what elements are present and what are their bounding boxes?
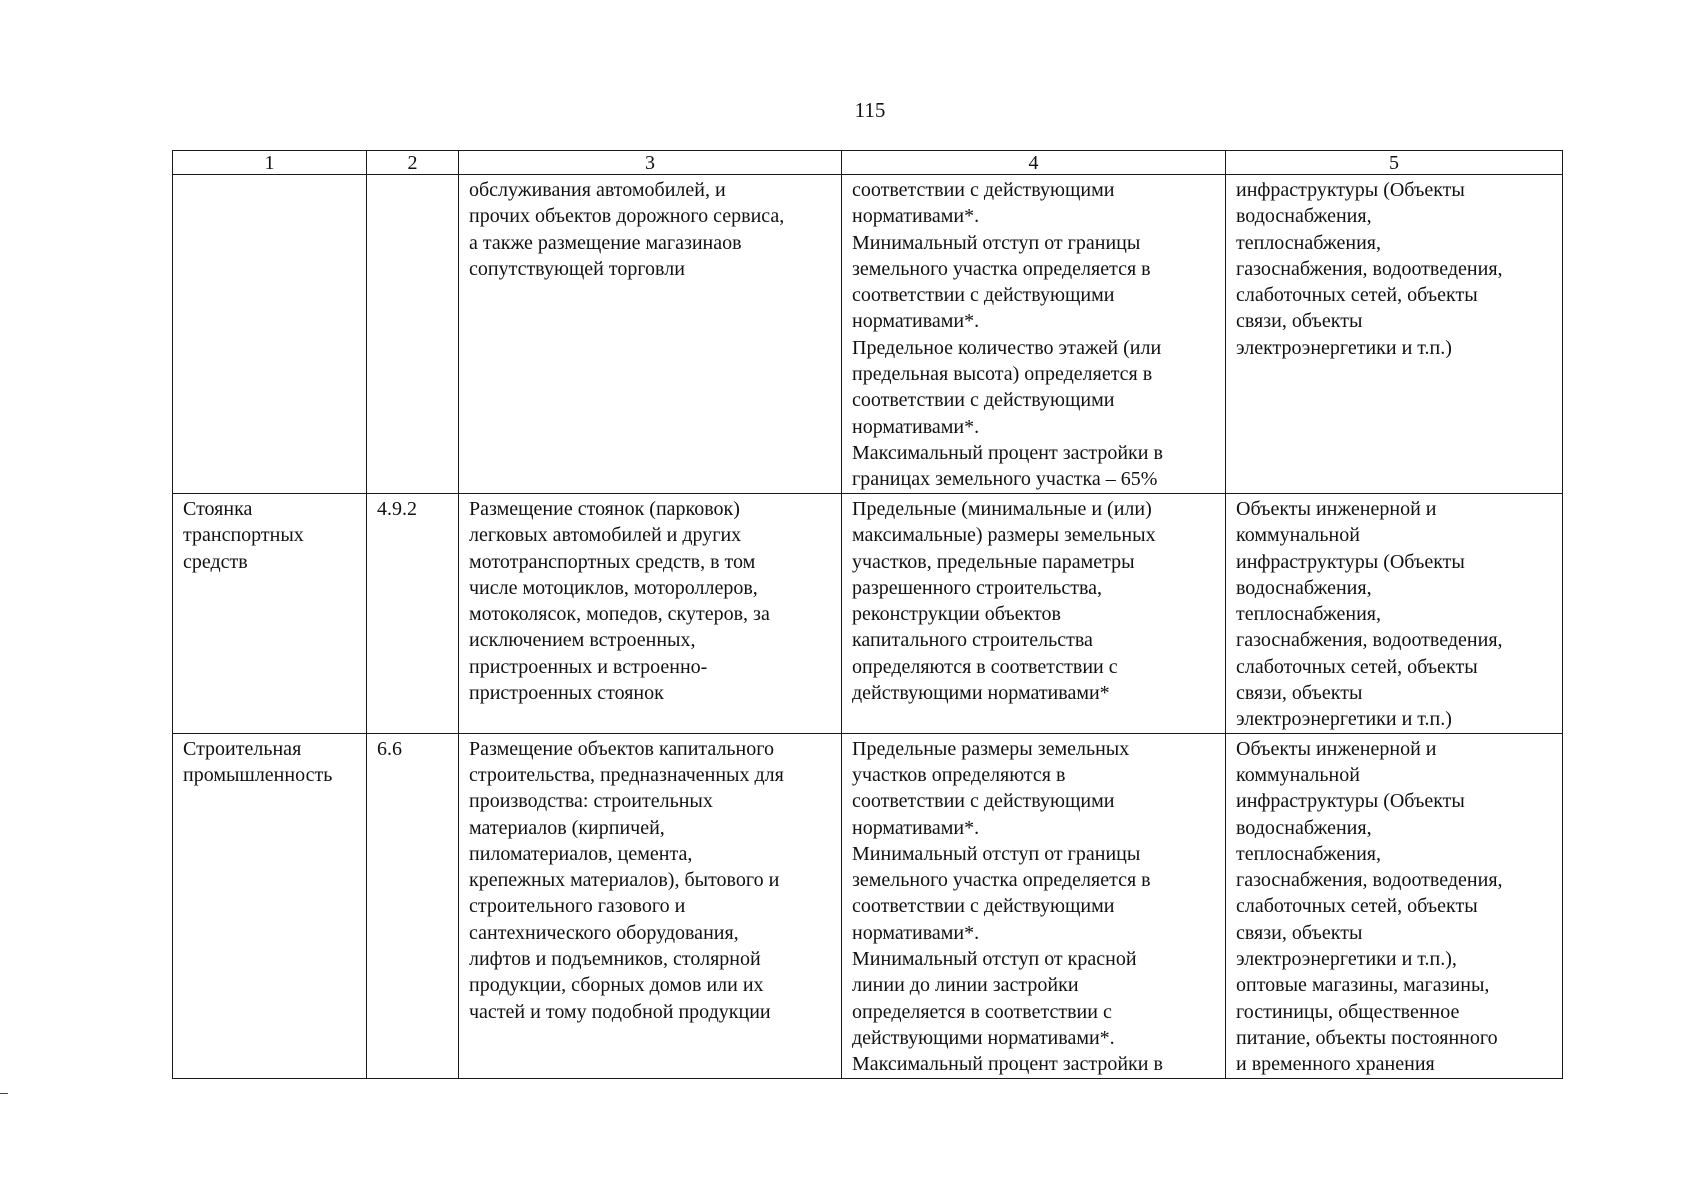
header-cell-3: 3 (459, 151, 842, 175)
cell-text-line: пристроенных и встроенно- (469, 655, 708, 678)
table-cell-col2 (367, 494, 459, 734)
table-cell-col5 (1226, 733, 1563, 1078)
table-cell-col1 (173, 494, 367, 734)
cell-text-line: водоснабжения, (1236, 816, 1372, 839)
cell-text-line: продукции, сборных домов или их (469, 974, 764, 997)
cell-text-line: Предельные (минимальные и (или) (852, 498, 1152, 520)
cell-text-line: действующими нормативами*. (852, 1026, 1115, 1049)
cell-text-line: определяется в соответствии с (852, 1000, 1112, 1023)
cell-text-line: Строительная (183, 737, 302, 760)
cell-text-line: исключением встроенных, (469, 629, 696, 652)
cell-text-line: водоснабжения, (1236, 576, 1372, 599)
header-cell-4: 4 (842, 151, 1226, 175)
table-cell-col3 (459, 733, 842, 1078)
cell-text-line: газоснабжения, водоотведения, (1236, 629, 1503, 652)
cell-text-line: частей и тому подобной продукции (469, 1000, 771, 1023)
cell-text-line: соответствии с действующими (852, 895, 1115, 918)
header-cell-5: 5 (1226, 151, 1563, 175)
cell-text-line: гостиницы, общественное (1236, 1000, 1460, 1023)
cell-text-line: оптовые магазины, магазины, (1236, 974, 1490, 997)
table-cell-col4 (842, 494, 1226, 734)
table-cell-col1 (173, 733, 367, 1078)
cell-text-line: обслуживания автомобилей, и (469, 179, 726, 201)
cell-text-line: максимальные) размеры земельных (852, 524, 1156, 547)
cell-text-line: мототранспортных средств, в том (469, 550, 756, 573)
cell-text-line: границах земельного участка – 65% (852, 468, 1158, 491)
cell-text-line: инфраструктуры (Объекты (1236, 550, 1465, 573)
header-cell-2: 2 (367, 151, 459, 175)
cell-text-line: производства: строительных (469, 790, 713, 813)
cell-text-line: Максимальный процент застройки в (852, 1053, 1163, 1076)
cell-text-line: транспортных (183, 524, 304, 547)
cell-text-line: коммунальной (1236, 763, 1360, 786)
cell-text-line: и временного хранения (1236, 1053, 1435, 1076)
cell-text-line: сантехнического оборудования, (469, 921, 739, 944)
cell-text-line: земельного участка определяется в (852, 257, 1151, 280)
cell-text-line: Минимальный отступ от границы (852, 231, 1141, 254)
cell-text-line: связи, объекты (1236, 921, 1363, 944)
cell-text-line: строительного газового и (469, 895, 686, 918)
header-row (173, 151, 1563, 175)
cell-text-line: нормативами*. (852, 205, 980, 228)
cell-text-line: прочих объектов дорожного сервиса, (469, 205, 785, 228)
cell-text-line: теплоснабжения, (1236, 231, 1381, 254)
table-cell-col3 (459, 175, 842, 494)
cell-text-line: а также размещение магазинаов (469, 231, 742, 254)
cell-text-line: Объекты инженерной и (1236, 737, 1437, 760)
cell-text-line: связи, объекты (1236, 682, 1363, 705)
table-cell-col4 (842, 175, 1226, 494)
cell-text-line: связи, объекты (1236, 310, 1363, 333)
cell-text-line: 6.6 (377, 737, 402, 760)
cell-text-line: капитального строительства (852, 629, 1093, 652)
cell-text-line: нормативами*. (852, 310, 980, 333)
cell-text-line: промышленность (183, 763, 333, 786)
cell-text-line: участков, предельные параметры (852, 550, 1135, 573)
table-cell-col2 (367, 733, 459, 1078)
cell-text-line: газоснабжения, водоотведения, (1236, 869, 1503, 892)
cell-text-line: Объекты инженерной и (1236, 498, 1437, 520)
cell-text-line: линии до линии застройки (852, 974, 1079, 997)
cell-text-line: крепежных материалов), бытового и (469, 869, 780, 892)
cell-text-line: нормативами*. (852, 921, 980, 944)
cell-text-line: средств (183, 550, 248, 573)
table-cell-col1 (173, 175, 367, 494)
cell-text-line: 4.9.2 (377, 498, 417, 520)
cell-text-line: Предельные размеры земельных (852, 737, 1130, 760)
cell-text-line: соответствии с действующими (852, 389, 1115, 412)
cell-text-line: земельного участка определяется в (852, 869, 1151, 892)
cell-text-line: газоснабжения, водоотведения, (1236, 257, 1503, 280)
table-row (173, 733, 1563, 1078)
cell-text-line: Максимальный процент застройки в (852, 441, 1163, 464)
cell-text-line: инфраструктуры (Объекты (1236, 179, 1465, 201)
cell-text-line: слаботочных сетей, объекты (1236, 655, 1478, 678)
cell-text-line: электроэнергетики и т.п.) (1236, 708, 1452, 731)
cell-text-line: Предельное количество этажей (или (852, 336, 1162, 359)
cell-text-line: Минимальный отступ от границы (852, 842, 1141, 865)
cell-text-line: теплоснабжения, (1236, 603, 1381, 626)
cell-text-line: участков определяются в (852, 763, 1066, 786)
cell-text-line: нормативами*. (852, 816, 980, 839)
table-cell-col5 (1226, 494, 1563, 734)
cell-text-line: соответствии с действующими (852, 179, 1115, 201)
cell-text-line: числе мотоциклов, мотороллеров, (469, 576, 758, 599)
header-cell-1: 1 (173, 151, 367, 175)
cell-text-line: пристроенных стоянок (469, 682, 664, 705)
cell-text-line: разрешенного строительства, (852, 576, 1102, 599)
cell-text-line: соответствии с действующими (852, 790, 1115, 813)
table-row (173, 175, 1563, 494)
cell-text-line: реконструкции объектов (852, 603, 1061, 626)
cell-text-line: слаботочных сетей, объекты (1236, 895, 1478, 918)
cell-text-line: материалов (кирпичей, (469, 816, 665, 839)
cell-text-line: водоснабжения, (1236, 205, 1372, 228)
page-number: 115 (854, 98, 886, 122)
table-cell-col4 (842, 733, 1226, 1078)
cell-text-line: пиломатериалов, цемента, (469, 842, 693, 865)
cell-text-line: действующими нормативами* (852, 682, 1110, 705)
cell-text-line: предельная высота) определяется в (852, 363, 1153, 386)
cell-text-line: Стоянка (183, 498, 253, 520)
table-row (173, 494, 1563, 734)
cell-text-line: мотоколясок, мопедов, скутеров, за (469, 603, 770, 626)
cell-text-line: сопутствующей торговли (469, 257, 685, 280)
table-body (173, 175, 1563, 1079)
cell-text-line: Размещение объектов капитального (469, 737, 774, 760)
scan-edge-mark (0, 1093, 8, 1094)
cell-text-line: строительства, предназначенных для (469, 763, 784, 786)
cell-text-line: коммунальной (1236, 524, 1360, 547)
table-cell-col3 (459, 494, 842, 734)
table-cell-col5 (1226, 175, 1563, 494)
cell-text-line: Минимальный отступ от красной (852, 948, 1137, 971)
cell-text-line: инфраструктуры (Объекты (1236, 790, 1465, 813)
table-cell-col2 (367, 175, 459, 494)
cell-text-line: нормативами*. (852, 415, 980, 438)
cell-text-line: слаботочных сетей, объекты (1236, 284, 1478, 307)
cell-text-line: соответствии с действующими (852, 284, 1115, 307)
cell-text-line: легковых автомобилей и других (469, 524, 742, 547)
land-use-table (172, 150, 1563, 1079)
cell-text-line: определяются в соответствии с (852, 655, 1118, 678)
cell-text-line: теплоснабжения, (1236, 842, 1381, 865)
cell-text-line: лифтов и подъемников, столярной (469, 948, 761, 971)
cell-text-line: электроэнергетики и т.п.) (1236, 336, 1452, 359)
cell-text-line: электроэнергетики и т.п.), (1236, 948, 1457, 971)
cell-text-line: Размещение стоянок (парковок) (469, 498, 740, 520)
cell-text-line: питание, объекты постоянного (1236, 1026, 1498, 1049)
